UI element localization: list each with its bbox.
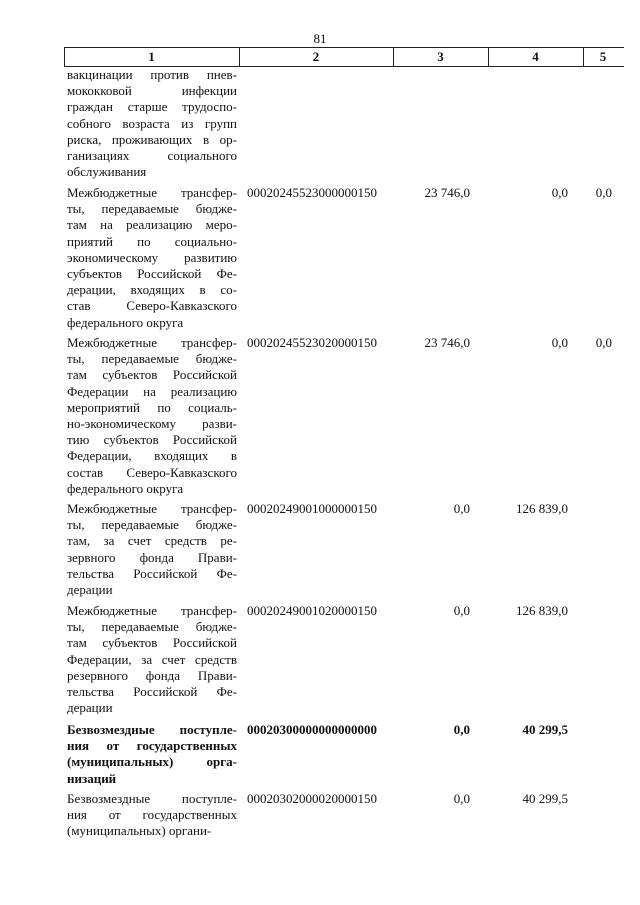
value-col4-cell: 126 839,0 bbox=[516, 603, 568, 618]
row-name-line: ты, передаваемые бюдже- bbox=[67, 517, 237, 533]
row-name-line: мококковой инфекции bbox=[67, 83, 237, 99]
value-col3-cell: 0,0 bbox=[453, 791, 470, 806]
row-name-line: граждан старше трудоспо- bbox=[67, 99, 237, 115]
row-name-line: Федерации, входящих в bbox=[67, 448, 237, 464]
row-name-line: (муниципальных) орга- bbox=[67, 754, 237, 770]
row-name-cell bbox=[67, 791, 237, 840]
row-name-line: мероприятий по социаль- bbox=[67, 399, 237, 415]
row-name-cell bbox=[67, 67, 237, 180]
row-name-line: ты, передаваемые бюдже- bbox=[67, 201, 237, 217]
row-name-line: тельства Российской Фе- bbox=[67, 684, 237, 700]
row-name-line: дерации bbox=[67, 582, 113, 598]
row-name-line: ты, передаваемые бюдже- bbox=[67, 619, 237, 635]
row-name-line: Федерации, за счет средств bbox=[67, 651, 237, 667]
row-name-line: вакцинации против пнев- bbox=[67, 67, 237, 82]
row-name-line: федерального округа bbox=[67, 314, 184, 330]
row-name-line: низаций bbox=[67, 770, 117, 786]
budget-code-cell: 00020245523020000150 bbox=[247, 335, 377, 350]
value-col4-cell: 126 839,0 bbox=[516, 501, 568, 516]
value-col4-cell: 40 299,5 bbox=[522, 722, 568, 737]
column-header-5: 5 bbox=[599, 49, 607, 64]
row-name-line: риска, проживающих в ор- bbox=[67, 131, 237, 147]
row-name-cell bbox=[67, 185, 237, 331]
row-name-line: ния от государственных bbox=[67, 807, 237, 823]
row-name-line: дерации, входящих в со- bbox=[67, 282, 237, 298]
budget-code-cell: 00020249001000000150 bbox=[247, 501, 377, 516]
row-name-line: собного возраста из групп bbox=[67, 115, 237, 131]
column-header-3: 3 bbox=[437, 49, 444, 64]
row-name-line: экономическому развитию bbox=[67, 249, 237, 265]
value-col5-cell: 0,0 bbox=[595, 335, 612, 350]
row-name-line: тельства Российской Фе- bbox=[67, 565, 237, 581]
row-name-line: там на реализацию меро- bbox=[67, 217, 237, 233]
value-col4-cell: 40 299,5 bbox=[522, 791, 568, 806]
value-col3-cell: 0,0 bbox=[453, 722, 470, 737]
column-header-2: 2 bbox=[312, 49, 320, 64]
row-name-line: там, за счет средств ре- bbox=[67, 533, 237, 549]
value-col3-cell: 0,0 bbox=[453, 603, 470, 618]
row-name-cell bbox=[67, 501, 237, 598]
row-name-line: ния от государственных bbox=[67, 738, 237, 754]
row-name-line: федерального округа bbox=[67, 480, 184, 496]
row-name-line: резервного фонда Прави- bbox=[67, 667, 237, 683]
row-name-line: Межбюджетные трансфер- bbox=[67, 335, 237, 350]
row-name-line: там субъектов Российской bbox=[67, 635, 237, 651]
row-name-cell bbox=[67, 603, 237, 716]
row-name-line: ты, передаваемые бюдже- bbox=[67, 351, 237, 367]
value-col3-cell: 0,0 bbox=[453, 501, 470, 516]
row-name-cell bbox=[67, 335, 237, 497]
row-name-line: ганизациях социального bbox=[67, 148, 237, 164]
row-name-line: Межбюджетные трансфер- bbox=[67, 501, 237, 516]
row-name-line: приятий по социально- bbox=[67, 233, 237, 249]
row-name-line: Межбюджетные трансфер- bbox=[67, 185, 237, 200]
row-name-cell bbox=[67, 722, 237, 787]
budget-code-cell: 00020249001020000150 bbox=[247, 603, 377, 618]
row-name-line: (муниципальных) органи- bbox=[67, 823, 212, 839]
row-name-line: но-экономическому разви- bbox=[67, 416, 237, 432]
row-name-line: состав Северо-Кавказского bbox=[67, 464, 237, 480]
row-name-line: обслуживания bbox=[67, 164, 147, 180]
row-name-line: субъектов Российской Фе- bbox=[67, 266, 237, 282]
value-col5-cell: 0,0 bbox=[595, 185, 612, 200]
budget-code-cell: 00020302000020000150 bbox=[247, 791, 377, 806]
value-col3-cell: 23 746,0 bbox=[424, 185, 470, 200]
row-name-line: Безвозмездные поступле- bbox=[67, 722, 237, 737]
row-name-line: став Северо-Кавказского bbox=[67, 298, 237, 314]
row-name-line: дерации bbox=[67, 700, 113, 716]
row-name-line: там субъектов Российской bbox=[67, 367, 237, 383]
value-col4-cell: 0,0 bbox=[551, 185, 568, 200]
value-col4-cell: 0,0 bbox=[551, 335, 568, 350]
row-name-line: Федерации на реализацию bbox=[67, 383, 237, 399]
value-col3-cell: 23 746,0 bbox=[424, 335, 470, 350]
column-header-4: 4 bbox=[532, 49, 539, 64]
budget-code-cell: 00020300000000000000 bbox=[247, 722, 377, 737]
row-name-line: зервного фонда Прави- bbox=[67, 549, 237, 565]
row-name-line: тию субъектов Российской bbox=[67, 432, 237, 448]
row-name-line: Межбюджетные трансфер- bbox=[67, 603, 237, 618]
page-number: 81 bbox=[313, 31, 327, 46]
row-name-line: Безвозмездные поступле- bbox=[67, 791, 237, 806]
column-header-1: 1 bbox=[148, 49, 155, 64]
budget-code-cell: 00020245523000000150 bbox=[247, 185, 377, 200]
